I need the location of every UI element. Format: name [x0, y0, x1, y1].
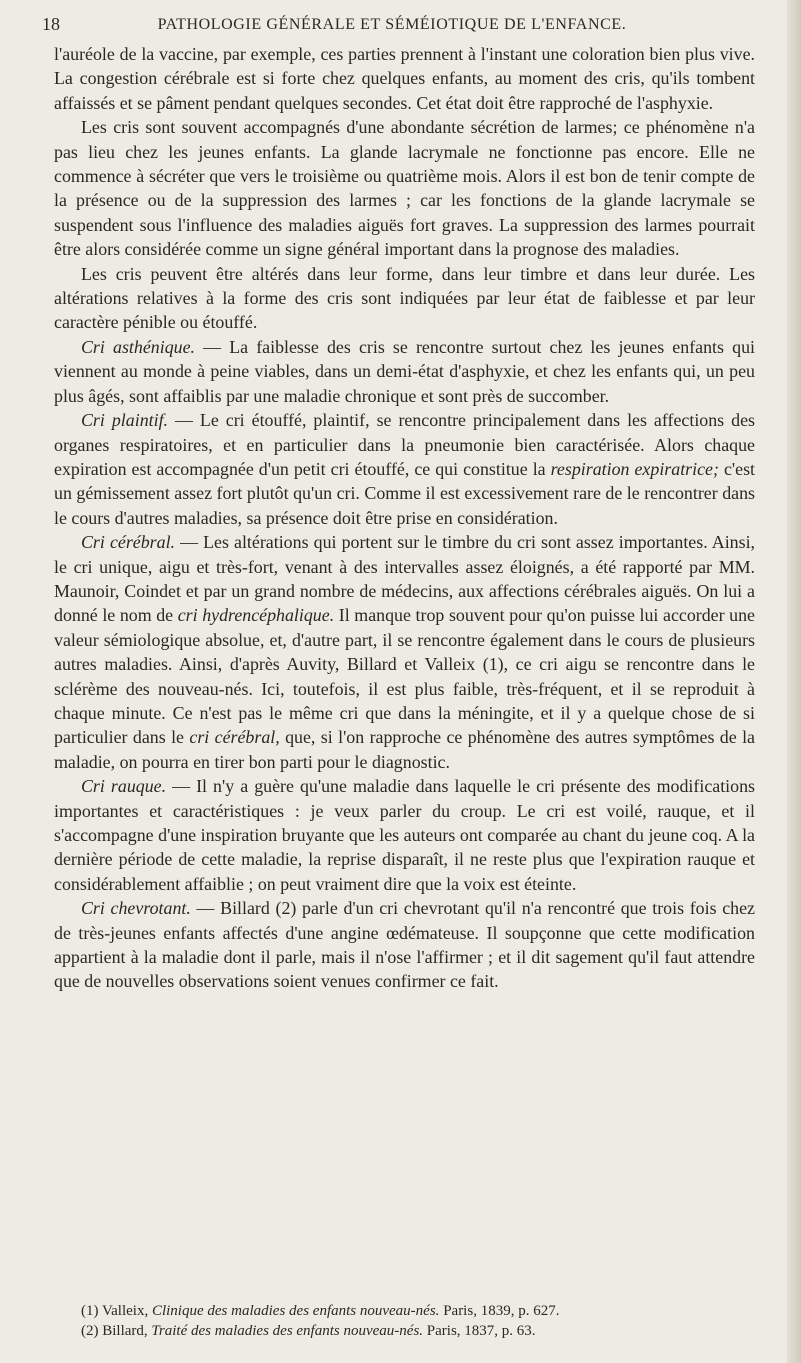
text-run: — Le cri étouffé, plaintif, se rencontre principalement dans les affections des organes respiratoires, et en particulier dans la pneumonie bien caractérisée. Alors chaque expiration est accompagnée d'un petit cri étouffé, ce qui constitue la — [54, 410, 755, 479]
footnotes — [54, 1301, 755, 1341]
footnote — [54, 1301, 755, 1321]
running-title: PATHOLOGIE GÉNÉRALE ET SÉMÉIOTIQUE DE L'ENFANCE. — [157, 16, 627, 33]
paragraph-cri-rauque — [54, 774, 755, 896]
footnote-details: Paris, 1837, p. 63. — [423, 1323, 536, 1339]
footnote-marker: (2) Billard, — [81, 1323, 152, 1339]
text-run: Les cris sont souvent accompagnés d'une abondante sécrétion de larmes; ce phénomène n'a pas lieu chez les jeunes enfants. La glande lacrymale ne fonctionne pas encore. Elle ne commence à sécréter que vers le troisième ou quatrième mois. Alors il est bon de tenir compte de la présence ou de la suppression des larmes ; car les fonctions de la glande lacrymale se suspendent sous l'influence des maladies aiguës fort graves. La suppression des larmes pourrait être alors considérée comme un signe général important dans la prognose des maladies. — [54, 117, 755, 260]
page-number: 18 — [42, 14, 60, 34]
text-run: — Les altérations qui portent sur le timbre du cri sont assez importantes. Ainsi, le cri unique, aigu et très-fort, venant à des intervalles assez éloignés, a été rapporté par MM. Maunoir, Coindet et par un grand nombre de médecins, aux affections cérébrales aiguës. On lui a donné le nom de — [54, 532, 756, 626]
text-run: — Il n'y a guère qu'une maladie dans laquelle le cri présente des modifications importantes et caractéristiques : je veux parler du croup. Le cri est voilé, rauque, et il s'accompagne d'une inspiration bruyante que les auteurs ont comparée au chant du jeune coq. A la dernière période de cette maladie, la reprise disparaît, il ne reste plus que l'expiration rauque et considérablement affaiblie ; on peut vraiment dire que la voix est éteinte. — [54, 776, 755, 894]
running-header — [40, 14, 744, 40]
text-run: — La faiblesse des cris se rencontre surtout chez les jeunes enfants qui viennent au monde à peine viables, dans un demi-état d'asphyxie, et chez les enfants qui, un peu plus âgés, sont affaiblis par une maladie chronique et sont près de succomber. — [54, 336, 755, 406]
section-heading: Cri rauque. — [81, 776, 167, 797]
footnote-marker: (1) Valleix, — [81, 1303, 152, 1319]
italic-term: respiration expiratrice; — [550, 458, 719, 479]
section-heading: Cri plaintif. — [81, 410, 169, 431]
italic-term: cri cérébral, — [189, 727, 280, 748]
text-run: l'auréole de la vaccine, par exemple, ces parties prennent à l'instant une coloration bien plus vive. La congestion cérébrale est si forte chez quelques enfants, au moment des cris, qu'ils tombent affaissés et se pâment pendant quelques secondes. Cet état doit être rapproché de l'asphyxie. — [54, 44, 755, 113]
paragraph-cri-asthenique — [54, 335, 755, 408]
text-run: Il manque trop souvent pour qu'on puisse lui accorder une valeur sémiologique absolue, et, d'autre part, il se rencontre également dans le cours de plusieurs autres maladies. Ainsi, d'après Auvity, Billard et Valleix (1), ce cri aigu se rencontre dans le sclérème des nouveau-nés. Ici, toutefois, il est plus faible, très-fréquent, et il se reproduit à chaque minute. Ce n'est pas le même cri que dans la méningite, et il y a quelque chose de si particulier dans le — [54, 605, 755, 748]
text-run: que, si l'on rapproche ce phénomène des autres symptômes de la maladie, on pourra en tirer bon parti pour le diagnostic. — [54, 727, 755, 772]
body-text — [54, 42, 755, 994]
footnote-details: Paris, 1839, p. 627. — [439, 1303, 560, 1319]
section-heading: Cri asthénique. — [81, 336, 195, 357]
footnote — [54, 1321, 755, 1341]
footnote-title: Clinique des maladies des enfants nouveau-nés. — [151, 1303, 440, 1319]
paragraph — [54, 42, 755, 115]
paragraph-cri-cerebral — [54, 530, 755, 774]
paragraph-cri-plaintif — [54, 408, 755, 530]
paragraph-cri-chevrotant — [54, 896, 755, 994]
page-edge-shadow — [787, 0, 801, 1363]
text-run: Les cris peuvent être altérés dans leur forme, dans leur timbre et dans leur durée. Les altérations relatives à la forme des cris sont indiquées par leur état de faiblesse et par leur caractère pénible ou étouffé. — [54, 263, 755, 333]
text-run: c'est un gémissement assez fort plutôt qu'un cri. Comme il est excessivement rare de le rencontrer dans le cours d'autres maladies, sa présence doit être prise en considération. — [54, 458, 755, 528]
paragraph — [54, 115, 755, 261]
italic-term: cri hydrencéphalique. — [177, 605, 335, 626]
section-heading: Cri cérébral. — [81, 532, 176, 553]
section-heading: Cri chevrotant. — [81, 898, 191, 919]
footnote-title: Traité des maladies des enfants nouveau-nés. — [151, 1323, 424, 1339]
paragraph — [54, 262, 755, 335]
text-run: — Billard (2) parle d'un cri chevrotant qu'il n'a rencontré que trois fois chez de très-jeunes enfants affectés d'une angine œdémateuse. Il soupçonne que cette modification appartient à la maladie dont il parle, mais il n'ose l'affirmer ; et il dit sagement qu'il faut attendre que de nouvelles observations soient venues confirmer ce fait. — [54, 898, 755, 992]
